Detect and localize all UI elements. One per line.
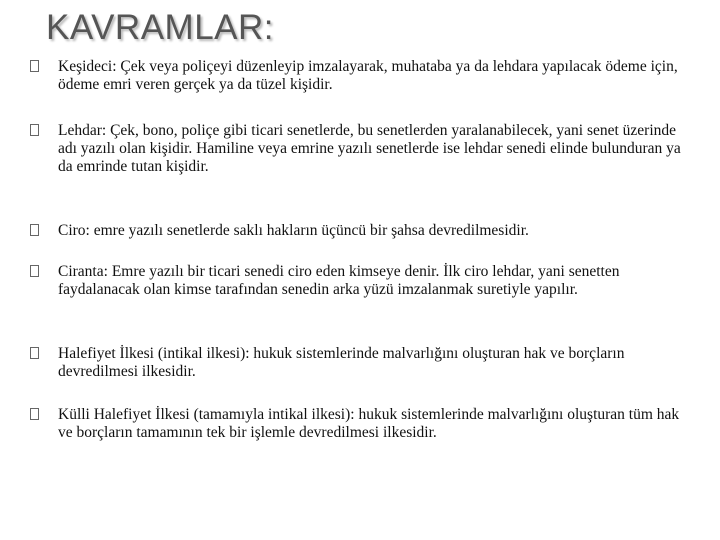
item-term: Külli Halefiyet İlkesi (tamamıyla intikal ilkesi): (58, 406, 355, 423)
item-text (58, 345, 695, 381)
item-definition: Emre yazılı bir ticari senedi ciro eden kimseye denir. İlk ciro lehdar, yani senetten faydalanacak olan kimse tarafından senedin arka yüzü imzalanmak suretiyle yapılır. (58, 263, 620, 298)
list-item (30, 122, 695, 176)
bullet-icon (30, 265, 39, 277)
item-term: Keşideci: (58, 58, 117, 75)
item-definition: hukuk sistemlerinde malvarlığını oluşturan hak ve borçların devredilmesi ilkesidir. (58, 345, 625, 380)
item-term: Halefiyet İlkesi (intikal ilkesi): (58, 345, 250, 362)
list-item (30, 406, 695, 442)
item-text (58, 263, 695, 299)
item-definition: hukuk sistemlerinde malvarlığını oluşturan tüm hak ve borçların tamamının tek bir işlemle devredilmesi ilkesidir. (58, 406, 680, 441)
list-item (30, 345, 695, 381)
list-item (30, 58, 695, 94)
item-text (58, 122, 695, 176)
bullet-icon (30, 347, 39, 359)
item-definition: Çek, bono, poliçe gibi ticari senetlerde, bu senetlerden yaralanabilecek, yani senet üzerinde adı yazılı olan kişidir. Hamiline veya emrine yazılı senetlerde ise lehdar senedi elinde bulunduran ya da emrinde tutan kişidir. (58, 122, 681, 175)
item-text (58, 58, 695, 94)
item-definition: Çek veya poliçeyi düzenleyip imzalayarak, muhataba ya da lehdara yapılacak ödeme için, ödeme emri veren gerçek ya da tüzel kişidir. (58, 58, 678, 93)
list-item (30, 222, 695, 240)
item-text (58, 406, 695, 442)
bullet-icon (30, 124, 39, 136)
bullet-icon (30, 408, 39, 420)
slide-title: KAVRAMLAR: (46, 8, 275, 47)
bullet-icon (30, 60, 39, 72)
item-definition: emre yazılı senetlerde saklı hakların üçüncü bir şahsa devredilmesidir. (89, 222, 529, 239)
item-term: Lehdar: (58, 122, 107, 139)
item-text (58, 222, 695, 240)
item-term: Ciro: (58, 222, 90, 239)
list-item (30, 263, 695, 299)
item-term: Ciranta: (58, 263, 108, 280)
bullet-icon (30, 224, 39, 236)
